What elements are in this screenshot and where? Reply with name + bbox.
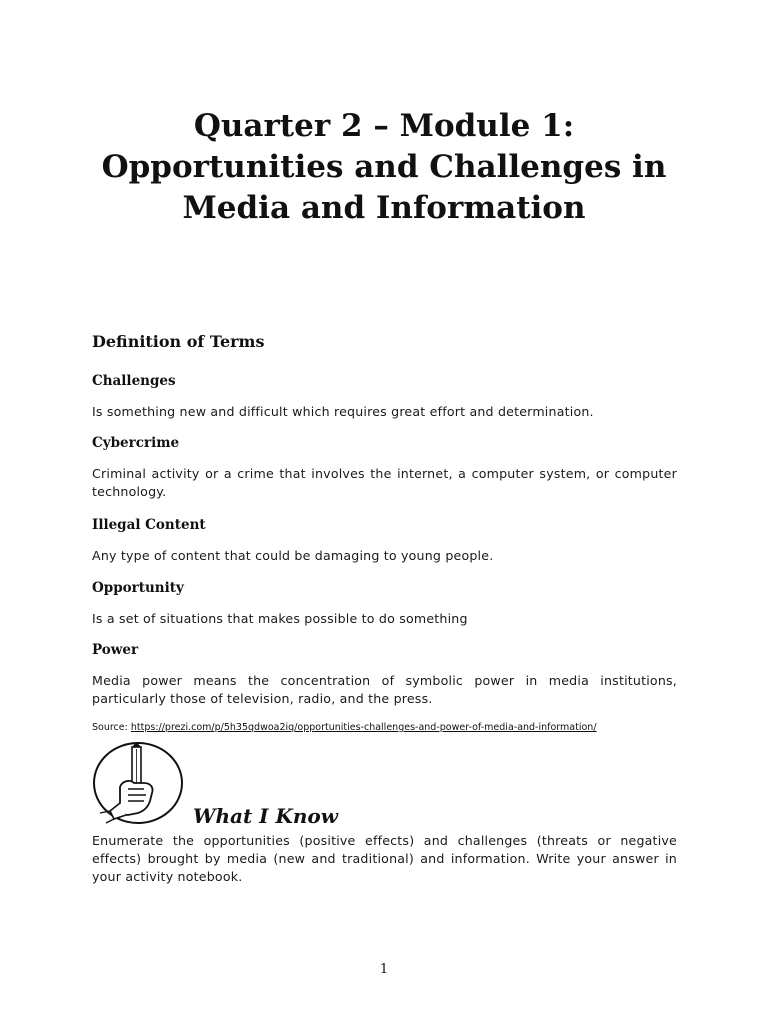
source-label: Source: <box>92 722 128 733</box>
term-illegal-content: Illegal Content <box>92 517 206 533</box>
what-i-know-instructions: Enumerate the opportunities (positive effects) and challenges (threats or negative effects) brought by media (new and traditional) and information. Write your answer in your activity notebook. <box>92 833 677 884</box>
term-challenges: Challenges <box>92 373 176 389</box>
term-cybercrime: Cybercrime <box>92 435 180 451</box>
module-title <box>60 106 708 229</box>
source-citation <box>92 722 597 733</box>
module-title-line-1: Quarter 2 – Module 1: <box>193 108 575 144</box>
module-title-line-2: Opportunities and Challenges in <box>101 149 667 185</box>
what-i-know-heading: What I Know <box>193 804 338 828</box>
source-link[interactable]: https://prezi.com/p/5h35qdwoa2iq/opportunities-challenges-and-power-of-media-and-information/ <box>130 722 597 733</box>
hand-holding-pencil-icon <box>92 741 184 825</box>
definition-illegal-content: Any type of content that could be damaging to young people. <box>92 548 494 563</box>
term-opportunity: Opportunity <box>92 580 184 596</box>
definition-power: Media power means the concentration of symbolic power in media institutions, particularly those of television, radio, and the press. <box>92 673 677 706</box>
definition-opportunity: Is a set of situations that makes possible to do something <box>92 611 468 626</box>
term-power: Power <box>92 642 139 658</box>
page-number: 1 <box>379 962 389 977</box>
module-title-line-3: Media and Information <box>182 190 586 226</box>
definition-challenges: Is something new and difficult which requires great effort and determination. <box>92 404 594 419</box>
definition-of-terms-heading: Definition of Terms <box>92 332 265 351</box>
definition-cybercrime: Criminal activity or a crime that involves the internet, a computer system, or computer technology. <box>92 466 677 499</box>
